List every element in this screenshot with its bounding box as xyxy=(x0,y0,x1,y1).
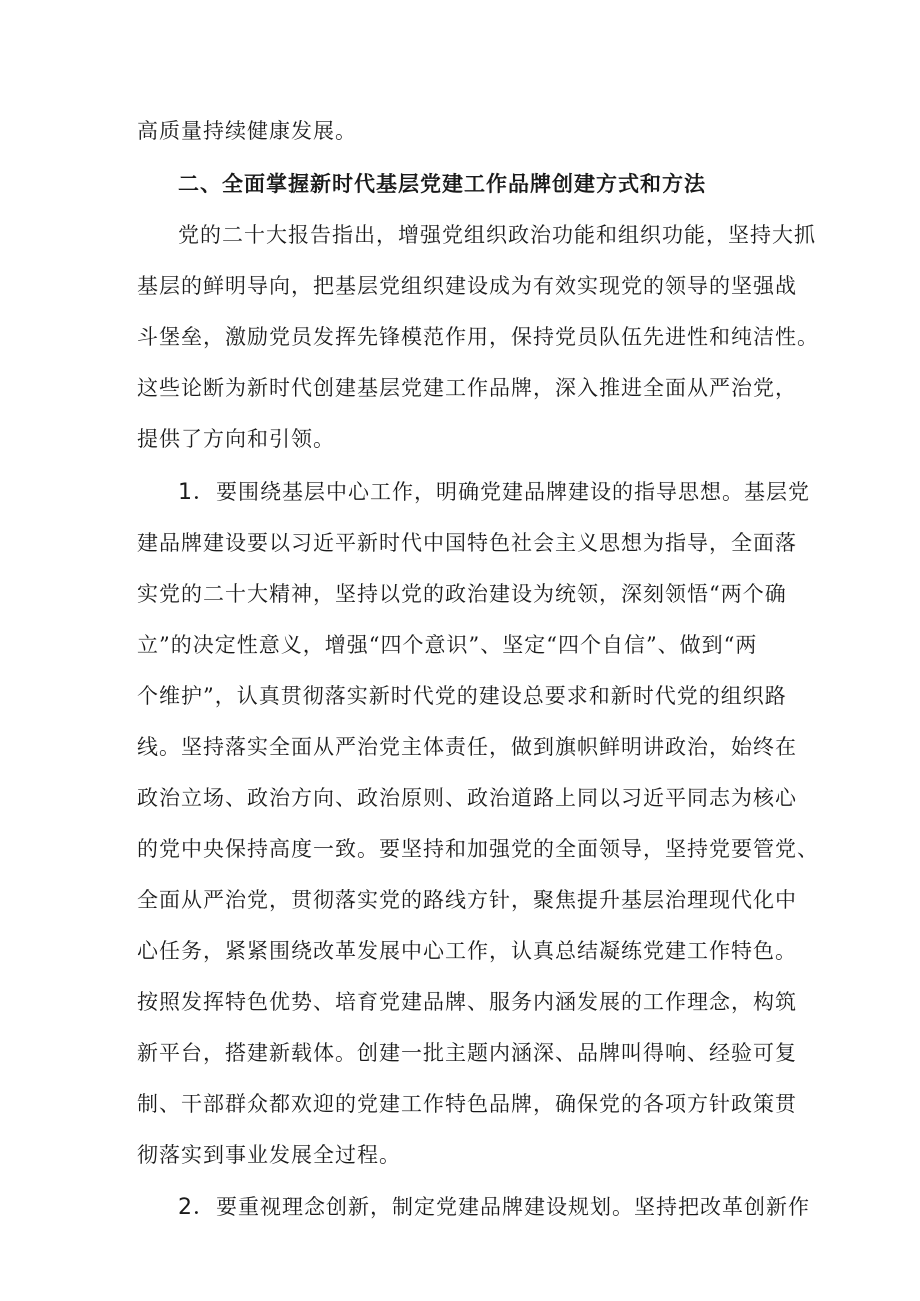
text-line: 提供了方向和引领。 xyxy=(137,427,335,451)
text-line: 心任务，紧紧围绕改革发展中心工作，认真总结凝练党建工作特色。 xyxy=(137,939,797,963)
text-line: 基层的鲜明导向，把基层党组织建设成为有效实现党的领导的坚强战 xyxy=(137,274,797,298)
list-number: 1． xyxy=(178,480,216,505)
text-line: 制、干部群众都欢迎的党建工作特色品牌，确保党的各项方针政策贯 xyxy=(137,1092,797,1116)
text-line: 斗堡垒，激励党员发挥先锋模范作用，保持党员队伍先进性和纯洁性。 xyxy=(137,325,819,349)
text-line: 的党中央保持高度一致。要坚持和加强党的全面领导，坚持党要管党、 xyxy=(137,837,819,861)
list-item-1-line xyxy=(178,479,810,506)
list-item-2-line xyxy=(178,1194,810,1221)
text-line: 党的二十大报告指出，增强党组织政治功能和组织功能，坚持大抓 xyxy=(178,223,816,247)
text-line: 个维护”，认真贯彻落实新时代党的建设总要求和新时代党的组织路 xyxy=(137,684,787,708)
text-line: 线。坚持落实全面从严治党主体责任，做到旗帜鲜明讲政治，始终在 xyxy=(137,735,797,759)
text-line: 彻落实到事业发展全过程。 xyxy=(137,1143,401,1167)
text-line: 实党的二十大精神，坚持以党的政治建设为统领，深刻领悟“两个确 xyxy=(137,582,787,606)
list-number: 2． xyxy=(178,1195,216,1220)
text-line: 按照发挥特色优势、培育党建品牌、服务内涵发展的工作理念，构筑 xyxy=(137,990,797,1014)
list-item-text: 要围绕基层中心工作，明确党建品牌建设的指导思想。基层党 xyxy=(216,480,810,504)
text-line: 新平台，搭建新载体。创建一批主题内涵深、品牌叫得响、经验可复 xyxy=(137,1041,797,1065)
text-line: 立”的决定性意义，增强“四个意识”、坚定“四个自信”、做到“两 xyxy=(137,633,758,657)
text-line: 高质量持续健康发展。 xyxy=(137,119,357,143)
list-item-text: 要重视理念创新，制定党建品牌建设规划。坚持把改革创新作 xyxy=(216,1195,810,1219)
text-line: 政治立场、政治方向、政治原则、政治道路上同以习近平同志为核心 xyxy=(137,786,797,810)
text-line: 全面从严治党，贯彻落实党的路线方针，聚焦提升基层治理现代化中 xyxy=(137,888,797,912)
text-line: 建品牌建设要以习近平新时代中国特色社会主义思想为指导，全面落 xyxy=(137,531,797,555)
section-heading: 二、全面掌握新时代基层党建工作品牌创建方式和方法 xyxy=(178,171,706,196)
text-line: 这些论断为新时代创建基层党建工作品牌，深入推进全面从严治党， xyxy=(137,376,797,400)
